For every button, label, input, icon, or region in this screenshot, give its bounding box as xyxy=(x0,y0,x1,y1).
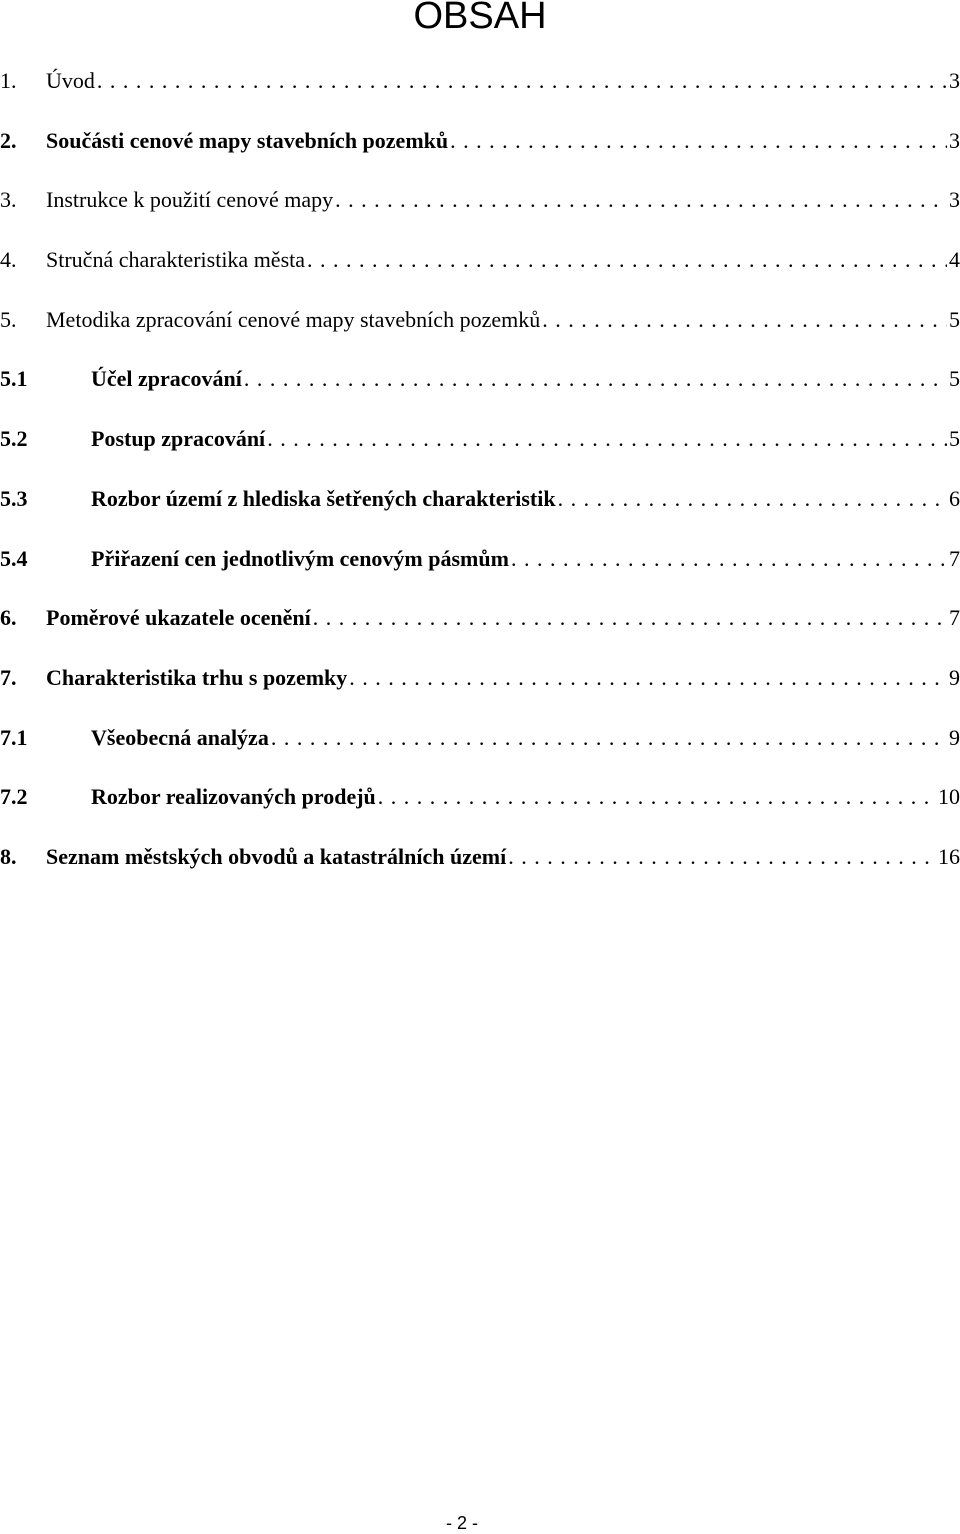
toc-entry-label: Všeobecná analýza xyxy=(91,724,269,750)
toc-entry-page: 6 xyxy=(949,485,960,511)
toc-entry[interactable] xyxy=(0,359,960,419)
toc-entry[interactable] xyxy=(0,240,960,300)
toc-entry-number: 5.3 xyxy=(0,485,28,511)
toc-dot-leader xyxy=(313,604,947,632)
toc-entry[interactable] xyxy=(0,539,960,599)
toc-dot-leader xyxy=(378,783,936,811)
toc-entry-number: 7. xyxy=(0,664,17,690)
toc-entry-number: 4. xyxy=(0,247,17,273)
toc-entry-number: 7.2 xyxy=(0,784,28,810)
toc-entry-page: 5 xyxy=(949,366,960,392)
toc-entry-number: 5. xyxy=(0,306,17,332)
toc-entry-label: Metodika zpracování cenové mapy stavebních pozemků xyxy=(46,306,541,332)
toc-dot-leader xyxy=(271,724,947,752)
toc-entry-label: Rozbor území z hlediska šetřených charakteristik xyxy=(91,485,556,511)
toc-entry-page: 7 xyxy=(949,605,960,631)
toc-entry-page: 4 xyxy=(949,247,960,273)
toc-entry[interactable] xyxy=(0,419,960,479)
toc-entry[interactable] xyxy=(0,598,960,658)
toc-entry-label: Postup zpracování xyxy=(91,426,266,452)
toc-dot-leader xyxy=(511,545,947,573)
toc-dot-leader xyxy=(244,365,947,393)
toc-entry-page: 3 xyxy=(949,68,960,93)
toc-dot-leader xyxy=(307,246,947,274)
toc-entry-number: 5.2 xyxy=(0,426,28,452)
toc-dot-leader xyxy=(267,425,947,453)
toc-entry-page: 3 xyxy=(949,187,960,213)
toc-dot-leader xyxy=(508,843,936,871)
toc-entry-page: 3 xyxy=(949,127,960,153)
toc-entry-number: 5.4 xyxy=(0,545,28,571)
toc-entry-page: 7 xyxy=(949,545,960,571)
toc-entry-number: 7.1 xyxy=(0,724,28,750)
toc-entry-label: Stručná charakteristika města xyxy=(46,247,306,273)
toc-entry-page: 16 xyxy=(938,843,960,869)
toc-entry[interactable] xyxy=(0,837,960,897)
toc-entry-label: Úvod xyxy=(46,68,95,93)
toc-entry[interactable] xyxy=(0,658,960,718)
toc-entry-label: Účel zpracování xyxy=(91,366,242,392)
toc-dot-leader xyxy=(349,664,947,692)
toc-dot-leader xyxy=(97,67,947,95)
toc-entry-page: 10 xyxy=(938,784,960,810)
toc-dot-leader xyxy=(335,186,947,214)
toc-dot-leader xyxy=(542,306,947,334)
toc-entry-page: 9 xyxy=(949,724,960,750)
toc-entry-page: 5 xyxy=(949,306,960,332)
toc-entry[interactable] xyxy=(0,777,960,837)
toc-dot-leader xyxy=(450,127,947,155)
toc-entry[interactable] xyxy=(0,479,960,539)
toc-entry-label: Seznam městských obvodů a katastrálních území xyxy=(46,843,507,869)
toc-entry-number: 5.1 xyxy=(0,366,28,392)
toc-entry[interactable] xyxy=(0,61,960,121)
toc-entry-label: Přiřazení cen jednotlivým cenovým pásmům xyxy=(91,545,509,571)
toc-entry-number: 8. xyxy=(0,843,17,869)
toc-entry[interactable] xyxy=(0,300,960,360)
toc-entry-number: 2. xyxy=(0,127,17,153)
toc-entry-label: Poměrové ukazatele ocenění xyxy=(46,605,311,631)
toc-entry-page: 9 xyxy=(949,664,960,690)
page-title: OBSAH xyxy=(413,0,547,37)
toc-dot-leader xyxy=(558,485,947,513)
toc-entry-label: Součásti cenové mapy stavebních pozemků xyxy=(46,127,449,153)
toc-entry-number: 6. xyxy=(0,605,17,631)
toc-entry[interactable] xyxy=(0,180,960,240)
toc-entry-number: 3. xyxy=(0,187,17,213)
page-number: - 2 - xyxy=(445,1513,478,1533)
toc-entry-label: Instrukce k použití cenové mapy xyxy=(46,187,334,213)
toc-entry-label: Charakteristika trhu s pozemky xyxy=(46,664,348,690)
toc-entry-page: 5 xyxy=(949,426,960,452)
toc-entry-label: Rozbor realizovaných prodejů xyxy=(91,784,376,810)
toc-entry[interactable] xyxy=(0,121,960,181)
toc-entry[interactable] xyxy=(0,718,960,778)
toc-entry-number: 1. xyxy=(0,68,17,93)
table-of-contents xyxy=(0,61,960,897)
